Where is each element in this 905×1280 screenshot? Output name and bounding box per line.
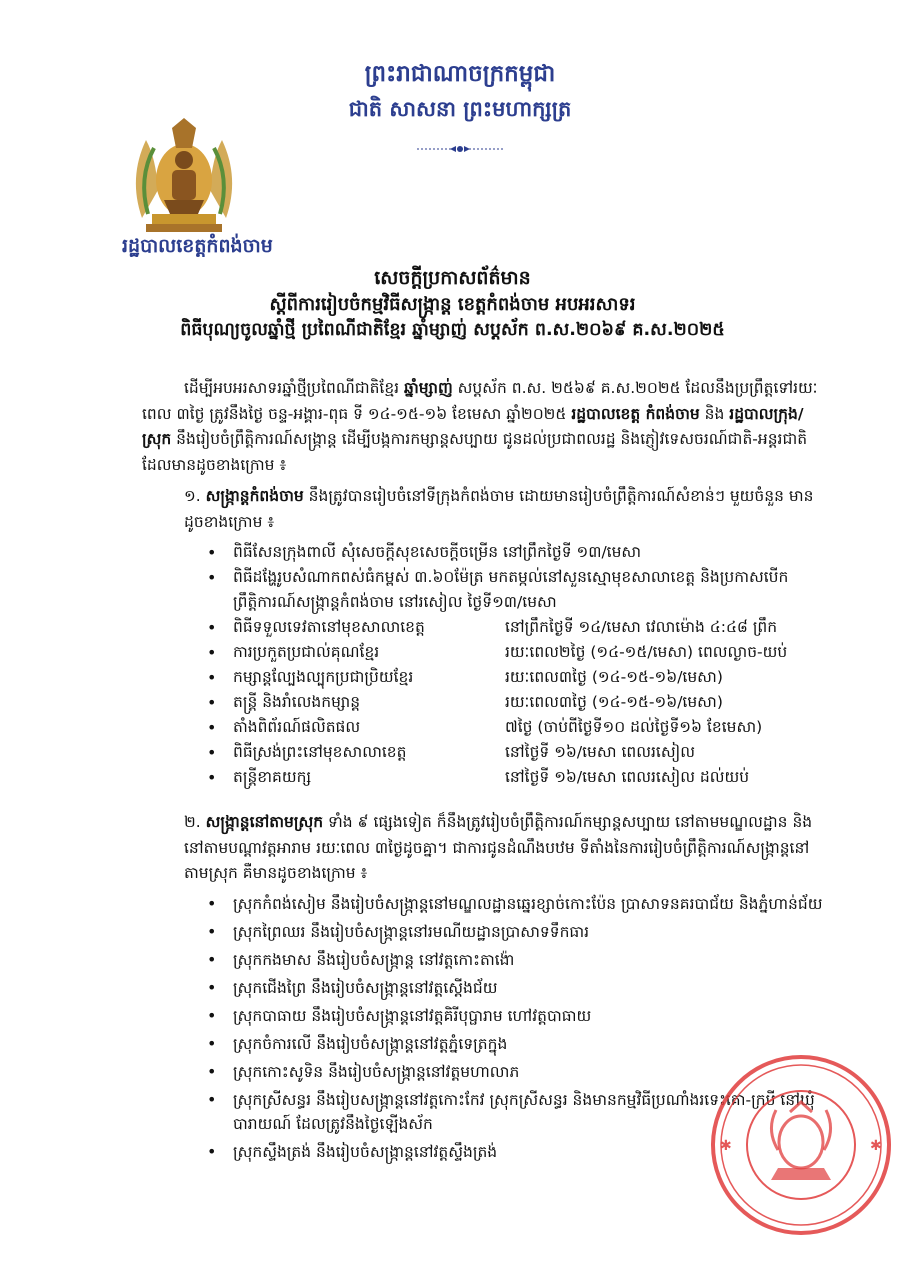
intro-and: និង [704,404,725,423]
list-item: • តាំងពិព័រណ៍ផលិតផល ៧ថ្ងៃ (ចាប់ពីថ្ងៃទី១០ ដល់ថ្ងៃទី១៦ ខែមេសា) [207,718,763,737]
list-item: • ស្រុកស្រីសន្ធរ នឹងរៀបសង្ក្រាន្តនៅវត្តកោះកែវ ស្រុកស្រីសន្ធរ និងមានកម្មវិធីប្រណាំងរទេះគោ-ក្របី នៅឃុំបារាយណ៍ ដែលត្រូវនឹងថ្ងៃឡើងស័ក [207,1090,815,1133]
section-2-text: ទាំង ៩ ផ្សេងទៀត ក៏នឹងត្រូវរៀបចំព្រឹត្តិការណ៍កម្សាន្តសប្បាយ នៅតាមមណ្ឌលដ្ឋាន និងនៅតាមបណ្តាវត្តអារាម រយៈពេល ៣ថ្ងៃដូចគ្នា។ ជាការជូនដំណឹងបឋម ទីតាំងនៃការរៀបចំព្រឹត្តិការណ៍សង្ក្រាន្តនៅតាមស្រុក គឺមានដូចខាងក្រោម ៖ [184,813,813,882]
list-item: • ស្រុកចំការលើ នឹងរៀបចំសង្ក្រាន្តនៅវត្តភ្នំទេត្រក្នុង [207,1034,508,1053]
kingdom-title: ព្រះរាជាណាចក្រកម្ពុជា [364,61,556,87]
list-item: • កម្សាន្តល្បែងល្បុកប្រជាប្រិយខ្មែរ រយៈពេល៣ថ្ងៃ (១៤-១៥-១៦/មេសា) [207,668,723,687]
document-subject: ស្ដីពីការរៀបចំកម្មវិធីសង្ក្រាន្ត ខេត្តកំពង់ចាម អបអរសាទរ [269,294,636,315]
intro-text-2: សប្តស័ក ព.ស. ២៥៦៩ គ.ស.២០២៥ ដែលនឹងប្រព្រឹត្តទៅរយៈពេល ៣ថ្ងៃ ត្រូវនឹងថ្ងៃ ចន្ទ-អង្គារ-ពុធ ទី ១៤-១៥-១៦ ខែមេសា ឆ្នាំ២០២៥ [142,379,818,423]
list-item: • ស្រុកកងមាស នឹងរៀបចំសង្ក្រាន្ត នៅវត្តកោះតាង៉ោ [207,950,515,969]
ornament-divider-icon [415,143,505,155]
list-item: • ស្រុកព្រៃឈរ នឹងរៀបចំសង្ក្រាន្តនៅរមណីយដ្ឋានប្រាសាទទឹកធារ [207,922,590,941]
intro-text-3: នឹងរៀបចំព្រឹត្តិការណ៍សង្ក្រាន្ត ដើម្បីបង្កការកម្សាន្តសប្បាយ ជូនដល់ប្រជាពលរដ្ឋ និងភ្ញៀវទេសចរណ៍ជាតិ-អន្តរជាតិ ដែលមានដូចខាងក្រោម ៖ [142,430,808,474]
list-item: • តន្ត្រី និងរាំលេងកម្សាន្ត រយៈពេល៣ថ្ងៃ (១៤-១៥-១៦/មេសា) [207,693,723,712]
national-motto: ជាតិ សាសនា ព្រះមហាក្សត្រ [348,97,572,121]
list-item: • ស្រុកស្ទឹងត្រង់ នឹងរៀបចំសង្ក្រាន្តនៅវត្តស្ទឹងត្រង់ [207,1142,498,1161]
document-occasion: ពិធីបុណ្យចូលឆ្នាំថ្មី ប្រពៃណីជាតិខ្មែរ ឆ្នាំម្សាញ់ សប្តស័ក ព.ស.២០៦៩ គ.ស.២០២៥ [180,320,725,340]
list-item: • ស្រុកបាធាយ នឹងរៀបចំសង្ក្រាន្តនៅវត្តគិរីបុប្ផារាម ហៅវត្តបាធាយ [207,1006,592,1025]
cambodia-emblem-icon [128,118,240,236]
issuing-authority: រដ្ឋបាលខេត្តកំពង់ចាម [122,235,273,257]
intro-paragraph [142,376,822,478]
intro-admin-province: រដ្ឋបាលខេត្ត កំពង់ចាម [571,404,700,423]
section-1-number: ១. [184,487,201,505]
section-1-text: នឹងត្រូវបានរៀបចំនៅទីក្រុងកំពង់ចាម ដោយមានរៀបចំព្រឹត្តិការណ៍សំខាន់ៗ មួយចំនួន មានដូចខាងក្រោម ៖ [184,487,814,531]
official-seal-stamp-icon [706,1050,896,1240]
intro-year-name: ឆ្នាំម្សាញ់ [404,379,453,397]
svg-text:✱: ✱ [870,1138,882,1154]
section-2-heading [184,810,824,887]
list-item: • ពិធីស្រង់ព្រះនៅមុខសាលាខេត្ត នៅថ្ងៃទី ១៦/មេសា ពេលរសៀល [207,743,695,762]
list-item: • ការប្រកួតប្រជាល់គុណខ្មែរ រយៈពេល២ថ្ងៃ (១៤-១៥/មេសា) ពេលល្ងាច-យប់ [207,643,788,662]
list-item: • ស្រុកជើងព្រៃ នឹងរៀបចំសង្ក្រាន្តនៅវត្តស្តើងជ័យ [207,978,498,997]
intro-admin-city: រដ្ឋបាលក្រុង/ស្រុក [142,404,804,448]
list-item: • តន្ត្រីខាគយក្ស នៅថ្ងៃទី ១៦/មេសា ពេលរសៀល ដល់យប់ [207,768,750,787]
list-item: • ពិធីដង្ហែរូបសំណាកពស់ធំកម្ពស់ ៣.៦០ម៉ែត្រ មកតម្កល់នៅសួនស្មោមុខសាលាខេត្ត និងប្រកាសបើកព្រឹត្តិការណ៍សង្ក្រាន្តកំពង់ចាម នៅរសៀល ថ្ងៃទី១៣/មេសា [207,568,789,611]
list-item: • ពិធីសែនក្រុងពាលី សុំសេចក្តីសុខសេចក្តីចម្រើន នៅព្រឹកថ្ងៃទី ១៣/មេសា [207,543,642,562]
intro-text-1: ដើម្បីអបអរសាទរឆ្នាំថ្មីប្រពៃណីជាតិខ្មែរ [184,379,400,397]
svg-text:✱: ✱ [720,1138,732,1154]
section-2-number: ២. [184,813,201,831]
section-2-title: សង្ក្រាន្តនៅតាមស្រុក [205,813,324,831]
list-item: • ស្រុកកំពង់សៀម នឹងរៀបចំសង្ក្រាន្តនៅមណ្ឌលដ្ឋានឆ្នេរខ្សាច់កោះប៉ែន ប្រាសាទនគរបាជ័យ និងភ្នំហាន់ជ័យ [207,894,823,913]
list-item: • ស្រុកកោះសូទិន នឹងរៀបចំសង្ក្រាន្តនៅវត្តមហាលាភ [207,1062,520,1081]
document-title: សេចក្ដីប្រកាសព័ត៌មាន [374,267,531,289]
section-1-title: សង្ក្រាន្តកំពង់ចាម [205,487,304,505]
section-1-heading [184,484,824,535]
section-1-list [205,540,825,790]
list-item: • ពិធីទទួលទេវតានៅមុខសាលាខេត្ត នៅព្រឹកថ្ងៃទី ១៤/មេសា វេលាម៉ោង ៤:៤៨ ព្រឹក [207,618,778,637]
